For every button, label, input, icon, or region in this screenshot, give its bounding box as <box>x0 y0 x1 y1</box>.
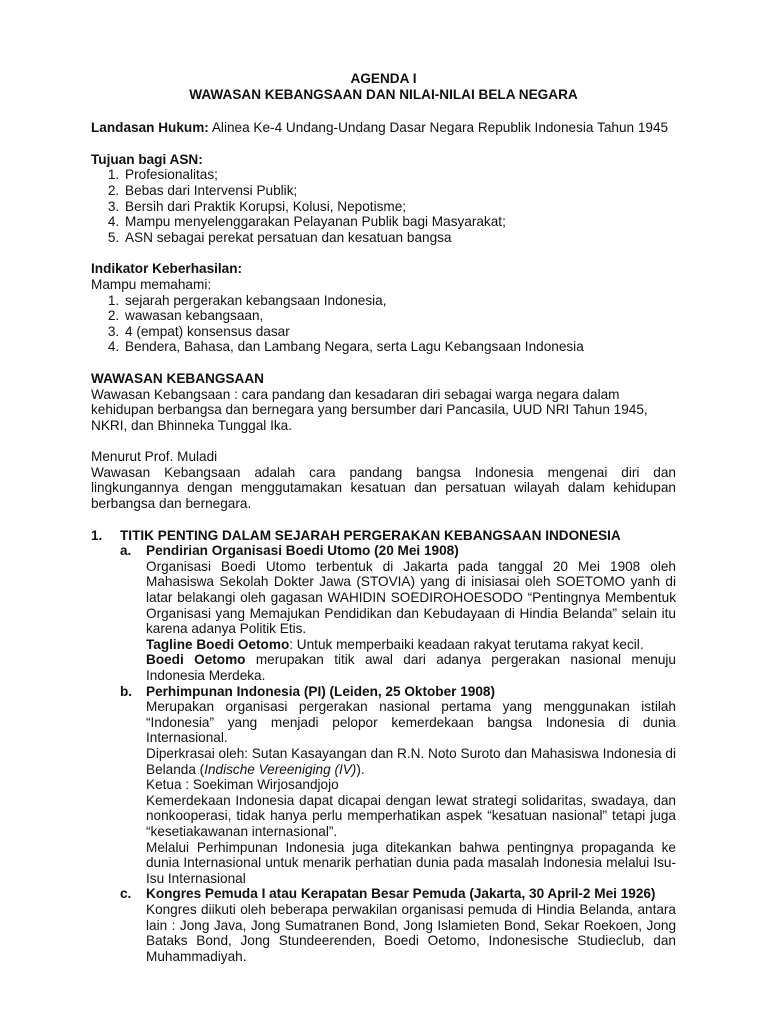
subsection-c-heading: Kongres Pemuda I atau Kerapatan Besar Pemuda (Jakarta, 30 April-2 Mei 1926) <box>146 886 656 902</box>
tujuan-list <box>91 167 676 245</box>
pi-paragraph-3: Kemerdekaan Indonesia dapat dicapai dengan lewat strategi solidaritas, swadaya, dan nonkooperasi, tidak hanya perlu memperhatikan aspek “kesatuan nasional” tetapi juga “kesetiakawanan internasional”. <box>146 792 676 839</box>
subsection-a-head <box>120 543 676 559</box>
subsection-a <box>120 543 676 683</box>
pi-p2-start: Diperkrasai oleh: Sutan Kasayangan dan R.N. Noto Suroto dan Mahasiswa Indonesia di Belanda ( <box>146 745 676 777</box>
list-item: 2. wawasan kebangsaan, <box>123 308 676 324</box>
muladi-intro: Menurut Prof. Muladi <box>91 449 218 465</box>
titik-awal-paragraph <box>146 652 676 683</box>
tagline-label: Tagline Boedi Oetomo <box>146 636 290 652</box>
subsection-c-head <box>120 886 676 902</box>
subsection-a-letter: a. <box>120 543 132 559</box>
indikator-list <box>91 293 676 355</box>
tujuan-heading: Tujuan bagi ASN: <box>91 151 203 167</box>
list-item: 1. sejarah pergerakan kebangsaan Indonesia, <box>123 293 676 309</box>
section-1-title <box>91 528 676 544</box>
pi-ketua: Ketua : Soekiman Wirjosandjojo <box>146 777 339 793</box>
wawasan-heading: WAWASAN KEBANGSAAN <box>91 370 264 386</box>
list-item: 5. ASN sebagai perekat persatuan dan kesatuan bangsa <box>123 230 676 246</box>
boedi-utomo-paragraph: Organisasi Boedi Utomo terbentuk di Jakarta pada tanggal 20 Mei 1908 oleh Mahasiswa Sekolah Dokter Jawa (STOVIA) yang di inisiasai oleh SOETOMO yanh di latar belakangi oleh gagasan WAHIDIN SOEDIROHOESODO “Pentingnya Membentuk Organisasi yang Memajukan Pendidikan dan Kebudayaan di Hindia Belanda” selain itu karena adanya Politik Etis. <box>146 558 676 637</box>
subsection-b-body <box>146 699 676 886</box>
pi-paragraph-1: Merupakan organisasi pergerakan nasional pertama yang menggunakan istilah “Indonesia” yang menjadi pelopor kemerdekaan bangsa Indonesia di dunia Internasional. <box>146 699 676 746</box>
subsection-b-heading: Perhimpunan Indonesia (PI) (Leiden, 25 Oktober 1908) <box>146 683 495 699</box>
tagline-text: : Untuk memperbaiki keadaan rakyat terutama rakyat kecil. <box>289 636 644 652</box>
subsection-c-body <box>146 902 676 964</box>
muladi-text: Wawasan Kebangsaan adalah cara pandang bangsa Indonesia mengenai diri dan lingkungannya dengan menggutamakan kesatuan dan persatuan wilayah dalam kehidupan berbangsa dan bernegara. <box>91 464 676 512</box>
section-1-heading: TITIK PENTING DALAM SEJARAH PERGERAKAN KEBANGSAAN INDONESIA <box>120 527 621 543</box>
section-1-number: 1. <box>91 527 103 543</box>
list-item: 1. Profesionalitas; <box>123 167 676 183</box>
wawasan-definition: Wawasan Kebangsaan : cara pandang dan kesadaran diri sebagai warga negara dalam kehidupan berbangsa dan bernegara yang bersumber dari Pancasila, UUD NRI Tahun 1945, NKRI, dan Bhinneka Tunggal Ika. <box>91 386 648 433</box>
pi-p2-end: ). <box>356 761 365 777</box>
landasan-text: Alinea Ke-4 Undang-Undang Dasar Negara Republik Indonesia Tahun 1945 <box>208 120 669 136</box>
list-item: 3. Bersih dari Praktik Korupsi, Kolusi, Nepotisme; <box>123 199 676 215</box>
subsection-a-body <box>146 559 676 684</box>
list-item: 4. Mampu menyelenggarakan Pelayanan Publik bagi Masyarakat; <box>123 214 676 230</box>
titik-awal-text: merupakan titik awal dari adanya pergerakan nasional menuju Indonesia Merdeka. <box>146 652 676 683</box>
pi-paragraph-4: Melalui Perhimpunan Indonesia juga ditekankan bahwa pentingnya propaganda ke dunia Internasional untuk menarik perhatian dunia pada masalah Indonesia melalui Isu-Isu Internasional <box>146 839 676 886</box>
landasan-hukum <box>91 120 676 136</box>
subsection-b <box>120 684 676 887</box>
pi-p2-italic: Indische Vereeniging (IV) <box>204 761 357 777</box>
indikator-intro: Mampu memahami: <box>91 276 212 292</box>
subsection-b-letter: b. <box>120 683 133 699</box>
subsection-a-heading: Pendirian Organisasi Boedi Utomo (20 Mei 1908) <box>146 543 459 559</box>
titik-awal-label: Boedi Oetomo <box>146 652 246 668</box>
document-title: WAWASAN KEBANGSAAN DAN NILAI-NILAI BELA NEGARA <box>189 86 578 102</box>
indikator-heading: Indikator Keberhasilan: <box>91 261 243 277</box>
list-item: 3. 4 (empat) konsensus dasar <box>123 324 676 340</box>
subsection-b-head <box>120 684 676 700</box>
pi-paragraph-2 <box>146 746 676 777</box>
subsection-c-letter: c. <box>120 886 132 902</box>
list-item: 4. Bendera, Bahasa, dan Lambang Negara, serta Lagu Kebangsaan Indonesia <box>123 339 676 355</box>
subsection-c <box>120 886 676 964</box>
kongres-paragraph: Kongres diikuti oleh beberapa perwakilan organisasi pemuda di Hindia Belanda, antara lain : Jong Java, Jong Sumatranen Bond, Jong Islamieten Bond, Sekar Roekoen, Jong Bataks Bond, Jong Stundeerenden, Boedi Oetomo, Indonesische Studieclub, dan Muhammadiyah. <box>146 901 676 964</box>
tagline-paragraph <box>146 637 676 653</box>
agenda-label: AGENDA I <box>350 71 417 86</box>
landasan-label: Landasan Hukum: <box>91 120 209 136</box>
list-item: 2. Bebas dari Intervensi Publik; <box>123 183 676 199</box>
